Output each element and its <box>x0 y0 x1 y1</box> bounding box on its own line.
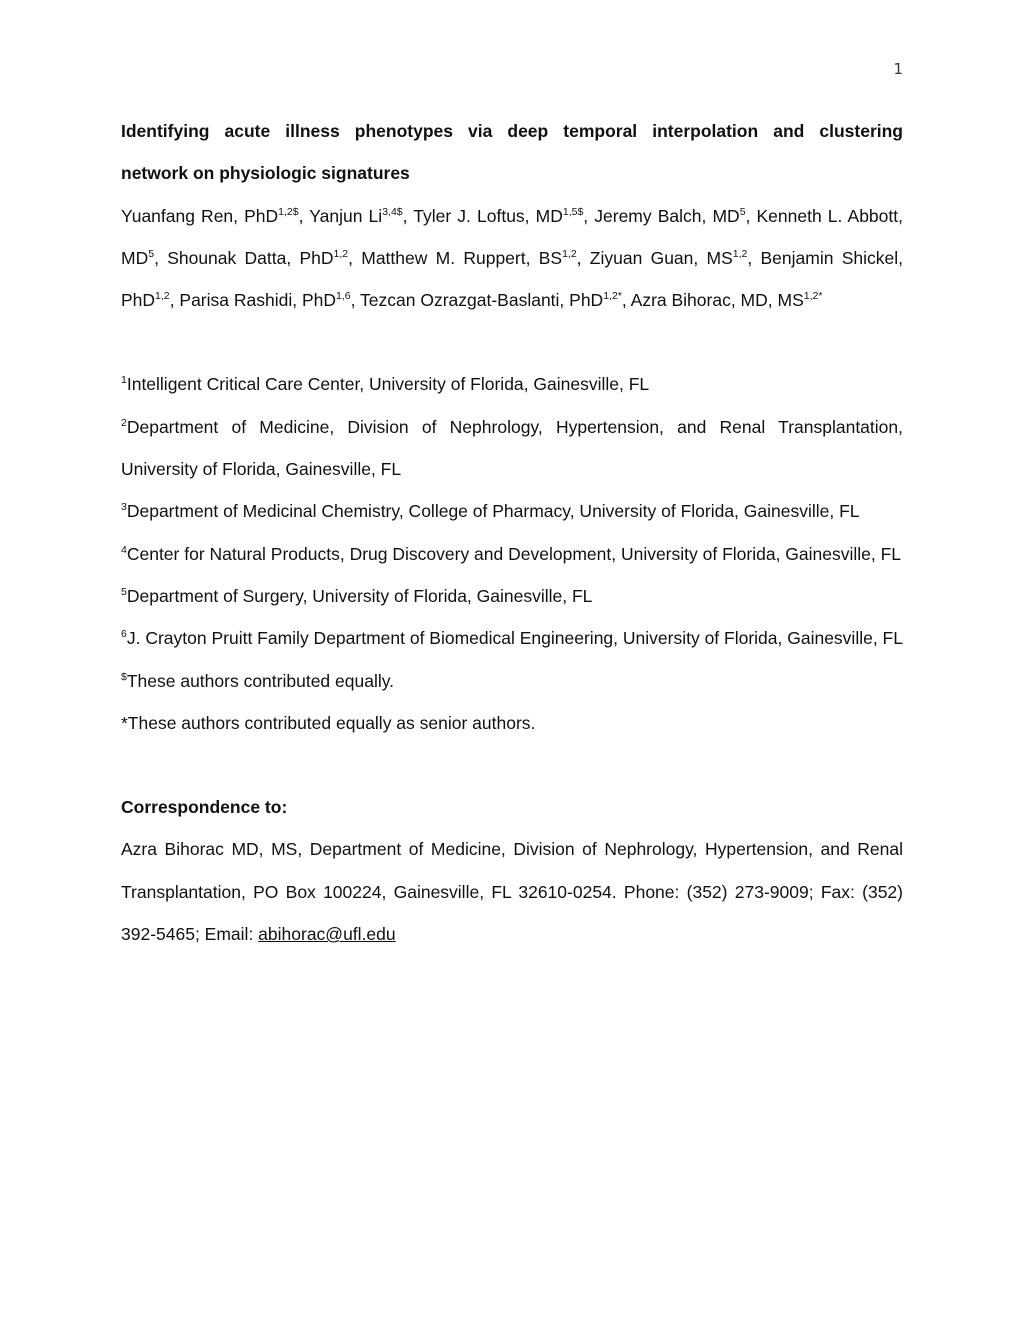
author <box>360 290 631 310</box>
affiliation-number: 3 <box>121 501 127 514</box>
affiliation-2 <box>121 406 903 491</box>
section-spacer <box>121 321 903 363</box>
page-number: 1 <box>893 60 903 78</box>
author <box>590 248 761 268</box>
author-affiliation-marker: 1,2 <box>333 247 349 260</box>
author-affiliation-marker: 5 <box>739 205 746 218</box>
author <box>361 248 590 268</box>
affiliation-text: J. Crayton Pruitt Family Department of Biomedical Engineering, University of Florida, Gainesville, FL <box>126 628 903 649</box>
author <box>631 290 823 310</box>
author-affiliation-marker: 1,2$ <box>278 205 299 218</box>
author-separator: , <box>576 247 590 268</box>
author-name: Tezcan Ozrazgat-Baslanti, PhD <box>360 290 604 311</box>
author-separator: , <box>350 290 361 311</box>
author-name: Shounak Datta, PhD <box>167 247 334 268</box>
author <box>594 206 756 226</box>
email-link[interactable]: abihorac@ufl.edu <box>258 924 396 945</box>
author <box>413 206 594 226</box>
author-affiliation-marker: 1,2* <box>603 290 622 303</box>
author-name: Tyler J. Loftus, MD <box>413 205 563 226</box>
affiliation-number: 6 <box>121 628 127 641</box>
author-list <box>121 195 903 322</box>
author-affiliation-marker: 1,5$ <box>562 205 584 218</box>
author-name: Yanjun Li <box>309 205 383 226</box>
author <box>167 248 361 268</box>
paper-title <box>121 110 903 195</box>
author <box>179 290 360 310</box>
author-separator: , <box>583 205 595 226</box>
author-affiliation-marker: 1,2 <box>732 247 748 260</box>
affiliation-text: Department of Medicinal Chemistry, College of Pharmacy, University of Florida, Gainesville, FL <box>126 501 860 522</box>
affiliation-number: 4 <box>121 543 127 556</box>
senior-author-note: *These authors contributed equally as senior authors. <box>121 712 536 733</box>
affiliation-number: 5 <box>121 585 127 598</box>
affiliation-5 <box>121 575 903 617</box>
correspondence-heading: Correspondence to: <box>121 797 288 818</box>
author-name: Kenneth L. Abbott, MD <box>121 205 903 268</box>
paper-title-line-1: Identifying acute illness phenotypes via deep temporal interpolation and clustering <box>121 121 903 141</box>
affiliation-number: 2 <box>121 416 127 429</box>
author-separator: , <box>298 205 310 226</box>
author-name: Jeremy Balch, MD <box>594 205 740 226</box>
equal-contribution-symbol: $ <box>121 670 127 683</box>
affiliation-3 <box>121 490 903 532</box>
author-name: Yuanfang Ren, PhD <box>121 205 279 226</box>
author-separator: , <box>348 247 362 268</box>
author-affiliation-marker: 5 <box>148 247 155 260</box>
correspondence-details <box>121 828 903 955</box>
affiliation-text: Department of Medicine, Division of Nephrology, Hypertension, and Renal Transplantation, University of Florida, Gainesville, FL <box>121 416 903 480</box>
author-separator: , <box>745 205 757 226</box>
author-name: Matthew M. Ruppert, BS <box>361 247 563 268</box>
author-separator: , <box>154 247 168 268</box>
section-spacer <box>121 744 903 786</box>
correspondence-text: Azra Bihorac MD, MS, Department of Medicine, Division of Nephrology, Hypertension, and Renal Transplantation, PO Box 100224, Gainesville, FL 32610-0254. Phone: (352) 273-9009; Fax: (352) 392-5465; Email: <box>121 839 903 945</box>
author-separator: , <box>747 247 761 268</box>
author-affiliation-marker: 1,2* <box>803 290 823 303</box>
author-name: Benjamin Shickel, PhD <box>121 247 903 311</box>
equal-contribution-text: These authors contributed equally. <box>126 670 395 691</box>
affiliation-6 <box>121 617 903 659</box>
author-separator: , <box>169 290 180 311</box>
author-name: Parisa Rashidi, PhD <box>179 290 336 311</box>
paper-title-line-2: network on physiologic signatures <box>121 163 410 184</box>
author-separator: , <box>621 290 631 311</box>
author <box>309 206 413 226</box>
title-page <box>121 110 903 955</box>
affiliation-number: 1 <box>121 374 127 387</box>
equal-contribution-note <box>121 660 903 702</box>
author <box>121 206 309 226</box>
author-name: Azra Bihorac, MD, MS <box>630 290 804 311</box>
author-affiliation-marker: 3,4$ <box>382 205 403 218</box>
affiliation-4 <box>121 533 903 575</box>
affiliation-text: Intelligent Critical Care Center, University of Florida, Gainesville, FL <box>126 374 650 395</box>
author-affiliation-marker: 1,2 <box>155 290 170 303</box>
author-affiliation-marker: 1,6 <box>336 290 351 303</box>
affiliation-text: Center for Natural Products, Drug Discovery and Development, University of Florida, Gainesville, FL <box>126 543 902 564</box>
affiliation-list <box>121 363 903 659</box>
author-separator: , <box>402 205 414 226</box>
affiliation-1 <box>121 363 903 405</box>
author-name: Ziyuan Guan, MS <box>589 247 733 268</box>
author-affiliation-marker: 1,2 <box>562 247 577 260</box>
affiliation-text: Department of Surgery, University of Florida, Gainesville, FL <box>126 585 593 606</box>
